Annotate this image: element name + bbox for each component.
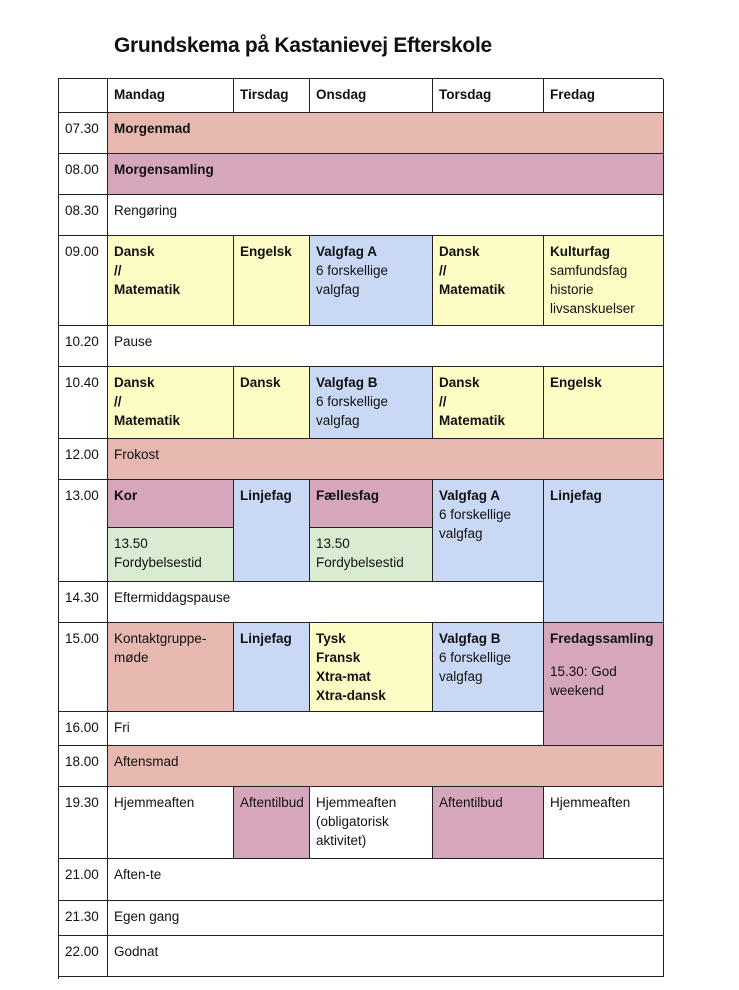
cell-line: Valgfag B — [316, 375, 378, 390]
cell-fri-0900 — [544, 236, 664, 326]
cell-line: Aftentilbud — [439, 795, 503, 810]
cell-line: (obligatorisk — [316, 814, 389, 829]
row-morgensamling: Morgensamling — [108, 154, 664, 195]
day-header: Torsdag — [433, 79, 544, 113]
day-header: Onsdag — [310, 79, 433, 113]
cell-line: Fordybelsestid — [316, 555, 404, 570]
row-morgenmad: Morgenmad — [108, 113, 664, 154]
cell-line: Kor — [114, 488, 138, 503]
cell-line: Dansk — [114, 375, 155, 390]
cell-line: Hjemmeaften — [114, 795, 195, 810]
row-frokost: Frokost — [108, 439, 664, 480]
time-cell: 14.30 — [59, 582, 108, 623]
cell-line: Linjefag — [550, 488, 602, 503]
row-aftente: Aften-te — [108, 859, 664, 901]
cell-line: Fællesfag — [316, 488, 380, 503]
time-cell: 22.00 — [59, 936, 108, 977]
time-cell: 08.00 — [59, 154, 108, 195]
day-header: Fredag — [544, 79, 664, 113]
time-cell: 08.30 — [59, 195, 108, 236]
cell-mon-1500 — [108, 623, 234, 712]
cell-wed-0900 — [310, 236, 433, 326]
cell-fri-1040 — [544, 367, 664, 439]
time-cell: 16.00 — [59, 712, 108, 746]
cell-line: 13.50 — [316, 536, 350, 551]
cell-line: Hjemmeaften — [316, 795, 397, 810]
cell-thu-1500 — [433, 623, 544, 712]
cell-mon-0900 — [108, 236, 234, 326]
cell-fri-1500 — [544, 623, 664, 746]
cell-mon-1300 — [108, 480, 234, 528]
cell-line: Matematik — [114, 413, 181, 428]
cell-fri-1930 — [544, 787, 664, 859]
cell-tue-0900 — [234, 236, 310, 326]
cell-line: livsanskuelser — [550, 301, 635, 316]
time-cell: 15.00 — [59, 623, 108, 712]
time-cell: 09.00 — [59, 236, 108, 326]
cell-line: weekend — [550, 683, 605, 698]
cell-line: Fredagssamling — [550, 631, 654, 646]
page-title: Grundskema på Kastanievej Efterskole — [114, 34, 492, 57]
cell-line: Kulturfag — [550, 244, 610, 259]
cell-line: Linjefag — [240, 631, 292, 646]
cell-line: // — [439, 394, 447, 409]
time-cell: 07.30 — [59, 113, 108, 154]
corner-cell — [59, 79, 108, 113]
time-cell: 19.30 — [59, 787, 108, 859]
row-godnat: Godnat — [108, 936, 664, 977]
cell-thu-0900 — [433, 236, 544, 326]
row-egengang: Egen gang — [108, 901, 664, 936]
time-cell: 21.30 — [59, 901, 108, 936]
cell-line: Matematik — [439, 282, 506, 297]
cell-line: 6 forskellige — [439, 650, 512, 665]
cell-tue-1300 — [234, 480, 310, 582]
cell-line: møde — [114, 650, 149, 665]
row-pause: Pause — [108, 326, 664, 367]
cell-fri-1300 — [544, 480, 664, 623]
cell-line: aktivitet) — [316, 833, 367, 848]
cell-line: 15.30: God — [550, 664, 617, 679]
cell-line: Xtra-mat — [316, 669, 371, 684]
cell-line: Aftentilbud — [240, 795, 304, 810]
schedule-table — [58, 78, 663, 979]
cell-line: Dansk — [114, 244, 155, 259]
cell-line: Hjemmeaften — [550, 795, 631, 810]
cell-tue-1040 — [234, 367, 310, 439]
cell-line: Tysk — [316, 631, 346, 646]
time-cell: 21.00 — [59, 859, 108, 901]
cell-line: // — [114, 263, 122, 278]
cell-thu-1040 — [433, 367, 544, 439]
day-header: Tirsdag — [234, 79, 310, 113]
cell-line: Valgfag A — [316, 244, 378, 259]
cell-line: Dansk — [240, 375, 281, 390]
cell-line: valgfag — [316, 282, 360, 297]
cell-line: Fordybelsestid — [114, 555, 202, 570]
cell-line: Xtra-dansk — [316, 688, 386, 703]
cell-mon-1350 — [108, 528, 234, 582]
time-cell: 10.40 — [59, 367, 108, 439]
day-header: Mandag — [108, 79, 234, 113]
cell-line: historie — [550, 282, 594, 297]
row-fri: Fri — [108, 712, 544, 746]
cell-thu-1300 — [433, 480, 544, 582]
cell-line: // — [439, 263, 447, 278]
cell-wed-1300 — [310, 480, 433, 528]
cell-tue-1930 — [234, 787, 310, 859]
time-cell: 10.20 — [59, 326, 108, 367]
cell-line: 6 forskellige — [316, 263, 389, 278]
cell-wed-1930 — [310, 787, 433, 859]
cell-line: 13.50 — [114, 536, 148, 551]
cell-line: Kontaktgruppe- — [114, 631, 207, 646]
cell-mon-1930 — [108, 787, 234, 859]
cell-line: Engelsk — [240, 244, 292, 259]
cell-line: Linjefag — [240, 488, 292, 503]
cell-line: valgfag — [439, 669, 483, 684]
row-eftermiddagspause: Eftermiddagspause — [108, 582, 544, 623]
cell-line: valgfag — [439, 526, 483, 541]
cell-line: Valgfag B — [439, 631, 501, 646]
cell-mon-1040 — [108, 367, 234, 439]
cell-line: 6 forskellige — [316, 394, 389, 409]
time-cell: 13.00 — [59, 480, 108, 582]
cell-wed-1500 — [310, 623, 433, 712]
cell-wed-1350 — [310, 528, 433, 582]
cell-line: 6 forskellige — [439, 507, 512, 522]
cell-line: Valgfag A — [439, 488, 501, 503]
cell-line: Dansk — [439, 244, 480, 259]
cell-line: // — [114, 394, 122, 409]
row-rengoering: Rengøring — [108, 195, 664, 236]
cell-wed-1040 — [310, 367, 433, 439]
cell-line: Matematik — [114, 282, 181, 297]
cell-line: valgfag — [316, 413, 360, 428]
cell-tue-1500 — [234, 623, 310, 712]
cell-line: Fransk — [316, 650, 361, 665]
cell-thu-1930 — [433, 787, 544, 859]
cell-line: samfundsfag — [550, 263, 628, 278]
time-cell: 18.00 — [59, 746, 108, 787]
time-cell: 12.00 — [59, 439, 108, 480]
cell-line: Engelsk — [550, 375, 602, 390]
row-aftensmad: Aftensmad — [108, 746, 664, 787]
cell-line: Matematik — [439, 413, 506, 428]
cell-line: Dansk — [439, 375, 480, 390]
